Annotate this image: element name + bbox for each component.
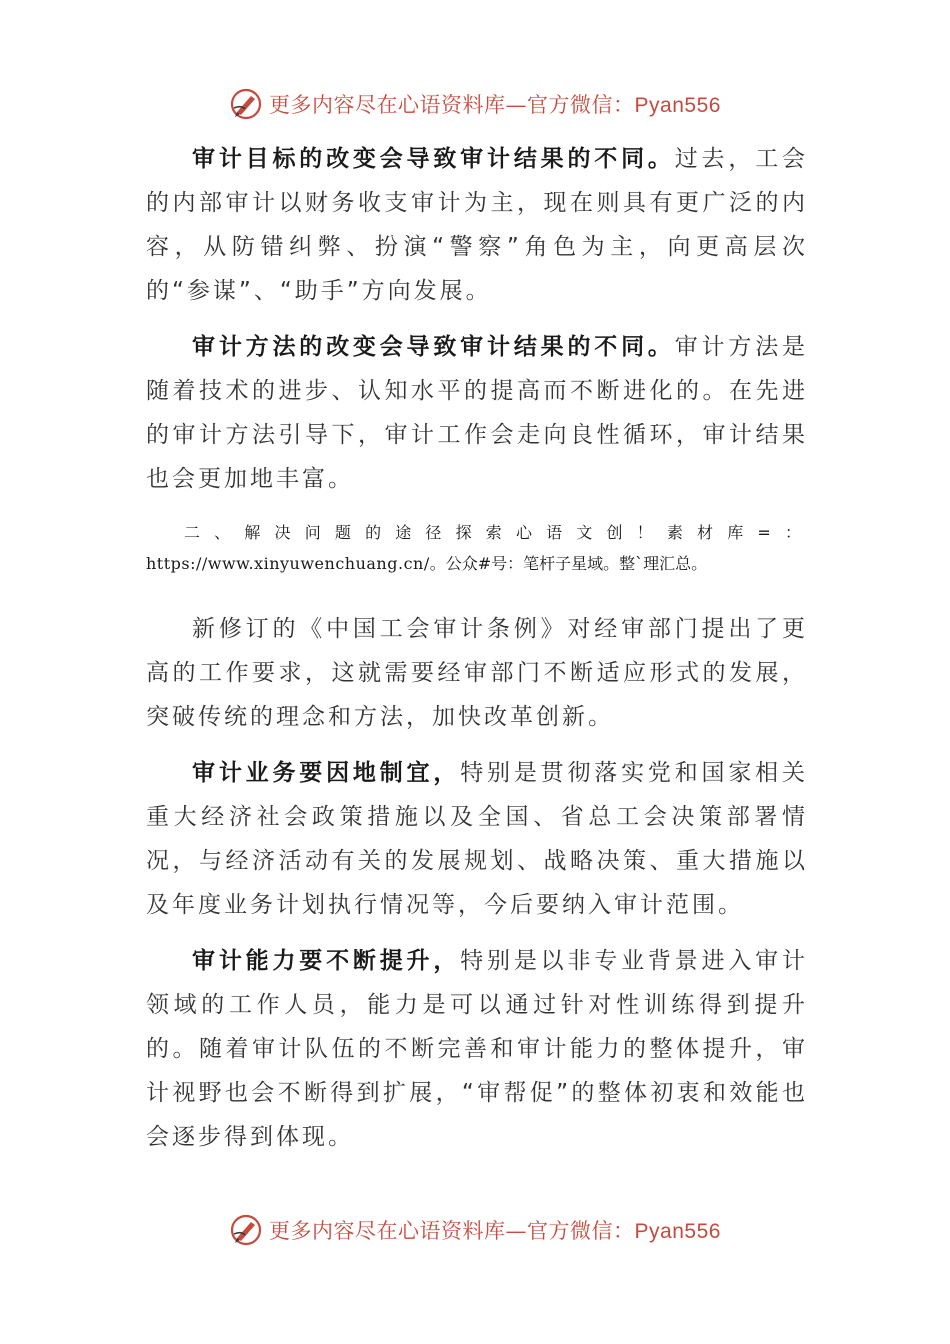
paragraph-text: 特别是贯彻落实党和国家相关重大经济社会政策措施以及全国、省总工会决策部署情况，与经济活动有关的发展规划、战略决策、重大措施以及年度业务计划执行情况等，今后要纳入审计范围。 [146,760,809,918]
paragraph-audit-business [146,751,808,927]
section-heading-2 [146,517,808,579]
paragraph-audit-ability [146,939,808,1159]
section-heading-title: 二、解决问题的途径探索心语文创！素材库=： [184,523,808,542]
footer-wechat-handle: Pyan556 [634,1220,721,1243]
footer-banner [0,1208,950,1252]
footer-banner-text [269,1215,721,1245]
paragraph-new-regulation [146,607,808,739]
header-banner-label: 更多内容尽在心语资料库—官方微信： [269,93,635,117]
header-wechat-handle: Pyan556 [634,94,721,117]
document-body [146,137,808,1171]
header-banner-text [269,89,721,119]
section-heading-url[interactable]: https://www.xinyuwenchuang.cn/ [146,554,430,573]
pen-logo-icon [229,1213,263,1247]
paragraph-lead: 审计方法的改变会导致审计结果的不同。 [192,334,675,360]
paragraph-lead: 审计业务要因地制宜， [192,760,461,786]
section-heading-suffix: 。公众#号：笔杆子星域。整`理汇总。 [429,554,708,573]
paragraph-lead: 审计目标的改变会导致审计结果的不同。 [192,146,675,172]
pen-logo-icon [229,87,263,121]
paragraph-text: 过去，工会的内部审计以财务收支审计为主，现在则具有更广泛的内容，从防错纠弊、扮演“警察”角色为主，向更高层次的“参谋”、“助手”方向发展。 [146,146,809,304]
paragraph-audit-method [146,325,808,501]
paragraph-text: 特别是以非专业背景进入审计领域的工作人员，能力是可以通过针对性训练得到提升的。随着审计队伍的不断完善和审计能力的整体提升，审计视野也会不断得到扩展，“审帮促”的整体初衷和效能也会逐步得到体现。 [146,948,809,1150]
paragraph-audit-goal [146,137,808,313]
footer-banner-label: 更多内容尽在心语资料库—官方微信： [269,1219,635,1243]
paragraph-text: 审计方法是随着技术的进步、认知水平的提高而不断进化的。在先进的审计方法引导下，审计工作会走向良性循环，审计结果也会更加地丰富。 [146,334,809,492]
header-banner [0,82,950,126]
paragraph-text: 新修订的《中国工会审计条例》对经审部门提出了更高的工作要求，这就需要经审部门不断适应形式的发展，突破传统的理念和方法，加快改革创新。 [146,616,808,730]
paragraph-lead: 审计能力要不断提升， [192,948,461,974]
